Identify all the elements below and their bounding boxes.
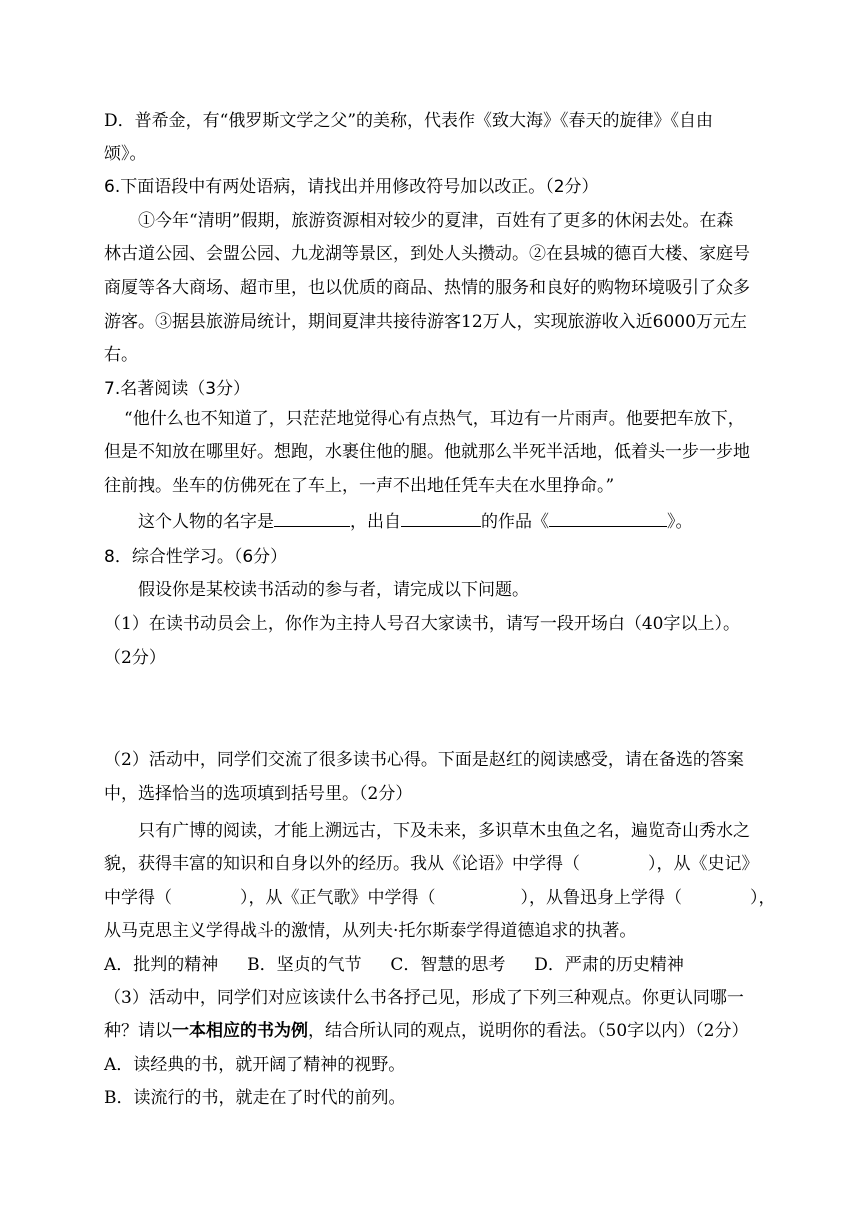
- q8-view-b: B．读流行的书，就走在了时代的前列。: [104, 1088, 406, 1108]
- q8-passage-line4: 从马克思主义学得战斗的激情，从列夫·托尔斯泰学得道德追求的执著。: [104, 921, 637, 941]
- q8-passage-line3: 中学得（ ），从《正气歌》中学得（ ），从鲁迅身上学得（ ），: [104, 888, 776, 908]
- q8-view-a: A．读经典的书，就开阔了精神的视野。: [104, 1055, 406, 1075]
- choice-b: B．坚贞的气节: [247, 955, 362, 975]
- q7-title: 7.名著阅读（3分）: [104, 379, 251, 399]
- q8-passage-line2: 貌，获得丰富的知识和自身以外的经历。我从《论语》中学得（ ），从《史记》: [104, 854, 759, 874]
- q8-p3-line2: [104, 1020, 748, 1042]
- q8-p1-line2: （2分）: [104, 648, 166, 668]
- q8-p3-post: ，结合所认同的观点，说明你的看法。（50字以内）（2分）: [308, 1021, 749, 1041]
- q6-title: 6.下面语段中有两处语病，请找出并用修改符号加以改正。（2分）: [104, 177, 599, 197]
- q8-p3-line1: （3）活动中，同学们对应该读什么书各抒己见，形成了下列三种观点。你更认同哪一: [104, 988, 744, 1008]
- q7-blank-author[interactable]: [401, 508, 481, 527]
- q8-choices: [104, 954, 684, 976]
- q7-line1: “他什么也不知道了，只茫茫地觉得心有点热气，耳边有一片雨声。他要把车放下，: [124, 409, 745, 429]
- q7-blank-name[interactable]: [274, 508, 350, 527]
- q7-blank-title[interactable]: [549, 508, 667, 527]
- q8-p3-emphasis: 一本相应的书为例: [172, 1021, 308, 1041]
- choice-c: C．智慧的思考: [390, 955, 506, 975]
- q7-fill-line: [138, 508, 693, 533]
- q7-fill-a: 这个人物的名字是: [138, 512, 274, 532]
- q8-title: 8．综合性学习。（6分）: [104, 547, 288, 567]
- q8-p1-line1: （1）在读书动员会上，你作为主持人号召大家读书，请写一段开场白（40字以上）。: [104, 614, 740, 634]
- q6-line1: ①今年“清明”假期，旅游资源相对较少的夏津，百姓有了更多的休闲去处。在森: [138, 211, 734, 231]
- choice-a: A．批判的精神: [104, 955, 219, 975]
- q8-p2-line1: （2）活动中，同学们交流了很多读书心得。下面是赵红的阅读感受，请在备选的答案: [104, 750, 744, 770]
- q8-intro: 假设你是某校读书活动的参与者，请完成以下问题。: [138, 580, 529, 600]
- q7-line3: 往前拽。坐车的仿佛死在了车上，一声不出地任凭车夫在水里挣命。”: [104, 476, 615, 496]
- q7-line2: 但是不知放在哪里好。想跑，水裹住他的腿。他就那么半死半活地，低着头一步一步地: [104, 442, 750, 462]
- q6-line2: 林古道公园、会盟公园、九龙湖等景区，到处人头攒动。②在县城的德百大楼、家庭号: [104, 244, 750, 264]
- q6-line5: 右。: [104, 345, 138, 365]
- q6-line3: 商厦等各大商场、超市里，也以优质的商品、热情的服务和良好的购物环境吸引了众多: [104, 278, 750, 298]
- q8-passage-line1: 只有广博的阅读，才能上溯远古，下及未来，多识草木虫鱼之名，遍览奇山秀水之: [138, 821, 750, 841]
- q5-option-d-line1: D．普希金，有“俄罗斯文学之父”的美称，代表作《致大海》《春天的旋律》《自由: [104, 111, 714, 131]
- choice-d: D．严肃的历史精神: [534, 955, 684, 975]
- q6-line4: 游客。③据县旅游局统计，期间夏津共接待游客12万人，实现旅游收入近6000万元左: [104, 312, 747, 332]
- q8-p2-line2: 中，选择恰当的选项填到括号里。（2分）: [104, 784, 413, 804]
- q7-fill-d: 》。: [667, 512, 693, 532]
- q5-option-d-line2: 颂》。: [104, 144, 147, 164]
- q8-p3-pre: 种？请以: [104, 1021, 172, 1041]
- q7-fill-c: 的作品《: [481, 512, 549, 532]
- q7-fill-b: ，出自: [350, 512, 401, 532]
